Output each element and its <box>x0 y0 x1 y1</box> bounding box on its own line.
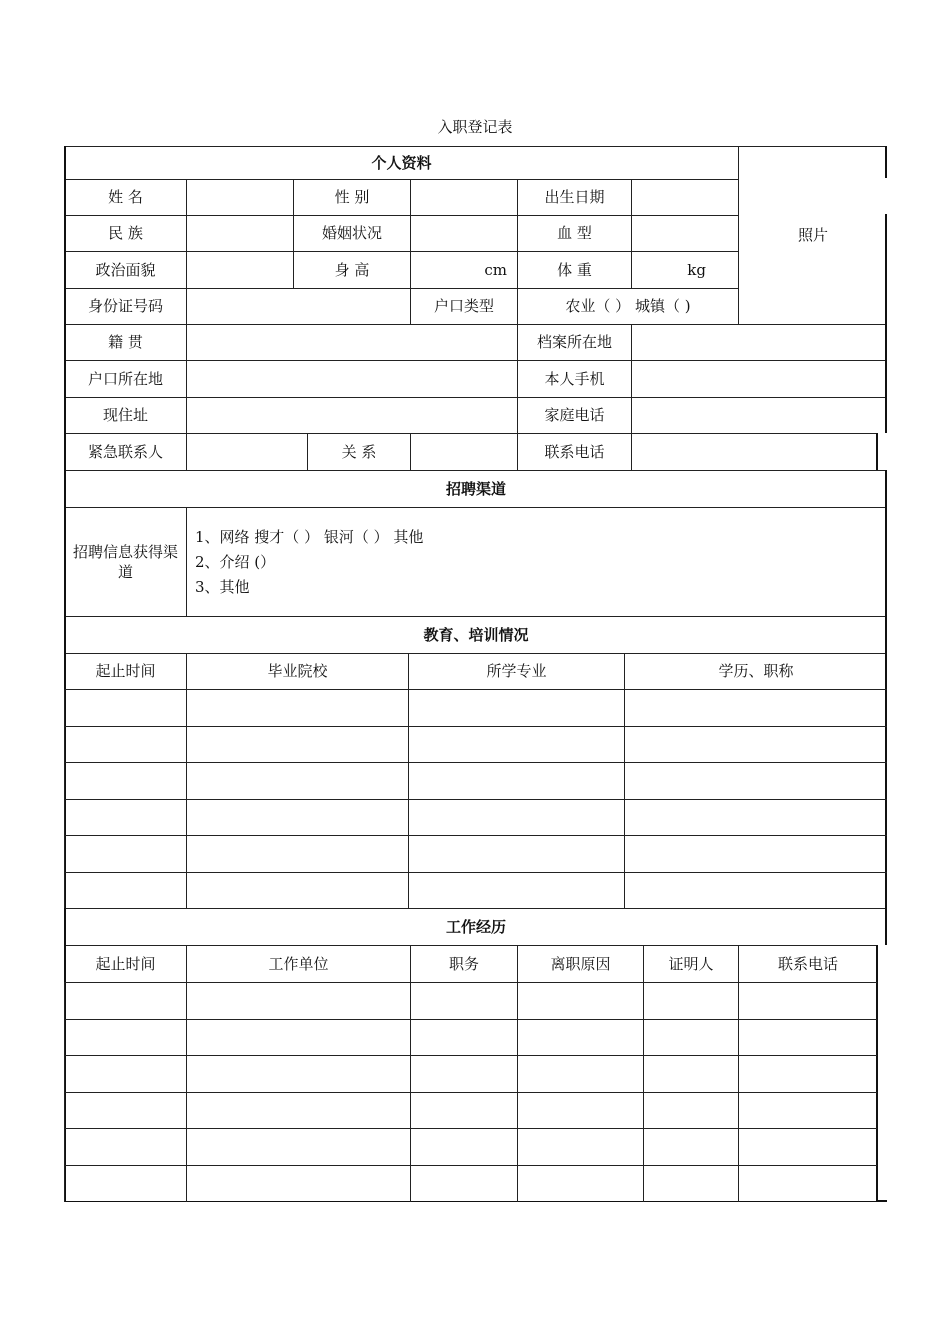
photo-label: 照片 <box>738 146 887 324</box>
recruit-option-referral[interactable]: 2、介绍 (） <box>195 552 276 571</box>
work-cell[interactable] <box>410 1055 517 1092</box>
work-section-header: 工作经历 <box>64 908 887 945</box>
mobile-label: 本人手机 <box>517 360 631 397</box>
personal-section-header: 个人资料 <box>64 146 738 179</box>
hukou-type-options[interactable]: 农业（ ） 城镇（ ) <box>517 288 738 324</box>
page-title: 入职登记表 <box>437 118 513 136</box>
work-cell[interactable] <box>64 1092 186 1129</box>
recruit-option-other[interactable]: 3、其他 <box>195 577 250 596</box>
work-cell[interactable] <box>186 1055 410 1092</box>
work-cell[interactable] <box>186 1128 410 1165</box>
education-cell[interactable] <box>64 689 186 726</box>
gender-value[interactable] <box>410 179 517 215</box>
home-phone-value[interactable] <box>631 397 887 433</box>
work-cell[interactable] <box>643 1055 738 1092</box>
education-cell[interactable] <box>64 762 186 799</box>
education-cell[interactable] <box>186 762 408 799</box>
education-col-period: 起止时间 <box>64 653 186 689</box>
work-col-leave-reason: 离职原因 <box>517 945 643 982</box>
name-label: 姓 名 <box>64 179 186 215</box>
ethnic-label: 民 族 <box>64 215 186 251</box>
education-col-school: 毕业院校 <box>186 653 408 689</box>
education-col-degree: 学历、职称 <box>624 653 887 689</box>
work-cell[interactable] <box>186 1092 410 1129</box>
work-cell[interactable] <box>64 1165 186 1202</box>
relation-label: 关 系 <box>307 433 410 470</box>
weight-value[interactable]: kg <box>631 251 738 288</box>
right-border-mid <box>885 214 887 433</box>
work-col-reference: 证明人 <box>643 945 738 982</box>
work-cell[interactable] <box>186 1165 410 1202</box>
education-cell[interactable] <box>624 762 887 799</box>
education-cell[interactable] <box>408 835 624 872</box>
work-cell[interactable] <box>738 1165 877 1202</box>
right-border-contact <box>876 433 878 470</box>
native-place-label: 籍 贯 <box>64 324 186 360</box>
work-cell[interactable] <box>410 1092 517 1129</box>
education-cell[interactable] <box>408 689 624 726</box>
work-cell[interactable] <box>517 1128 643 1165</box>
birth-label: 出生日期 <box>517 179 631 215</box>
address-value[interactable] <box>186 397 517 433</box>
home-phone-label: 家庭电话 <box>517 397 631 433</box>
work-cell[interactable] <box>410 1019 517 1056</box>
education-cell[interactable] <box>186 689 408 726</box>
gender-label: 性 别 <box>293 179 410 215</box>
recruit-source-label: 招聘信息获得渠道 <box>64 507 186 616</box>
contact-phone-value[interactable] <box>631 433 877 470</box>
work-cell[interactable] <box>643 1128 738 1165</box>
right-border-top <box>885 146 887 178</box>
education-cell[interactable] <box>408 799 624 836</box>
education-cell[interactable] <box>624 872 887 909</box>
mobile-value[interactable] <box>631 360 887 397</box>
work-cell[interactable] <box>410 1165 517 1202</box>
work-cell[interactable] <box>186 1019 410 1056</box>
emergency-contact-label: 紧急联系人 <box>64 433 186 470</box>
hukou-location-value[interactable] <box>186 360 517 397</box>
work-col-employer: 工作单位 <box>186 945 410 982</box>
contact-phone-label: 联系电话 <box>517 433 631 470</box>
id-number-value[interactable] <box>186 288 410 324</box>
work-cell[interactable] <box>64 1019 186 1056</box>
work-cell[interactable] <box>64 1055 186 1092</box>
native-place-value[interactable] <box>186 324 517 360</box>
education-cell[interactable] <box>624 835 887 872</box>
work-col-position: 职务 <box>410 945 517 982</box>
work-cell[interactable] <box>738 1019 877 1056</box>
work-cell[interactable] <box>738 1092 877 1129</box>
relation-value[interactable] <box>410 433 517 470</box>
archive-location-label: 档案所在地 <box>517 324 631 360</box>
education-cell[interactable] <box>64 726 186 763</box>
work-col-phone: 联系电话 <box>738 945 877 982</box>
hukou-location-label: 户口所在地 <box>64 360 186 397</box>
education-cell[interactable] <box>186 872 408 909</box>
work-cell[interactable] <box>517 1019 643 1056</box>
work-cell[interactable] <box>64 982 186 1019</box>
work-cell[interactable] <box>410 1128 517 1165</box>
work-cell[interactable] <box>517 982 643 1019</box>
work-cell[interactable] <box>738 982 877 1019</box>
marital-value[interactable] <box>410 215 517 251</box>
marital-label: 婚姻状况 <box>293 215 410 251</box>
blood-label: 血 型 <box>517 215 631 251</box>
education-cell[interactable] <box>408 872 624 909</box>
work-cell[interactable] <box>64 1128 186 1165</box>
work-cell[interactable] <box>186 982 410 1019</box>
recruit-source-options[interactable] <box>186 507 887 616</box>
education-cell[interactable] <box>186 799 408 836</box>
work-cell[interactable] <box>643 1092 738 1129</box>
work-cell[interactable] <box>517 1055 643 1092</box>
work-cell[interactable] <box>410 982 517 1019</box>
work-cell[interactable] <box>517 1092 643 1129</box>
recruit-option-online[interactable]: 1、网络 搜才（ ） 银河（ ） 其他 <box>195 527 424 546</box>
work-cell[interactable] <box>643 1165 738 1202</box>
recruit-section-header: 招聘渠道 <box>64 470 887 507</box>
name-value[interactable] <box>186 179 293 215</box>
emergency-contact-value[interactable] <box>186 433 307 470</box>
education-cell[interactable] <box>624 726 887 763</box>
work-col-period: 起止时间 <box>64 945 186 982</box>
work-cell[interactable] <box>643 1019 738 1056</box>
work-cell[interactable] <box>643 982 738 1019</box>
registration-form <box>64 146 887 1202</box>
education-cell[interactable] <box>64 799 186 836</box>
education-col-major: 所学专业 <box>408 653 624 689</box>
blood-value[interactable] <box>631 215 738 251</box>
education-cell[interactable] <box>186 835 408 872</box>
education-cell[interactable] <box>408 726 624 763</box>
address-label: 现住址 <box>64 397 186 433</box>
ethnic-value[interactable] <box>186 215 293 251</box>
birth-value[interactable] <box>631 179 738 215</box>
political-label: 政治面貌 <box>64 251 186 288</box>
education-cell[interactable] <box>186 726 408 763</box>
weight-label: 体 重 <box>517 251 631 288</box>
education-cell[interactable] <box>64 835 186 872</box>
id-number-label: 身份证号码 <box>64 288 186 324</box>
education-cell[interactable] <box>624 689 887 726</box>
height-label: 身 高 <box>293 251 410 288</box>
corner-mark <box>876 1200 887 1202</box>
education-cell[interactable] <box>408 762 624 799</box>
archive-location-value[interactable] <box>631 324 887 360</box>
work-cell[interactable] <box>517 1165 643 1202</box>
political-value[interactable] <box>186 251 293 288</box>
education-cell[interactable] <box>624 799 887 836</box>
education-section-header: 教育、培训情况 <box>64 616 887 653</box>
hukou-type-label: 户口类型 <box>410 288 517 324</box>
education-cell[interactable] <box>64 872 186 909</box>
height-value[interactable]: cm <box>410 251 517 288</box>
work-cell[interactable] <box>738 1128 877 1165</box>
work-cell[interactable] <box>738 1055 877 1092</box>
